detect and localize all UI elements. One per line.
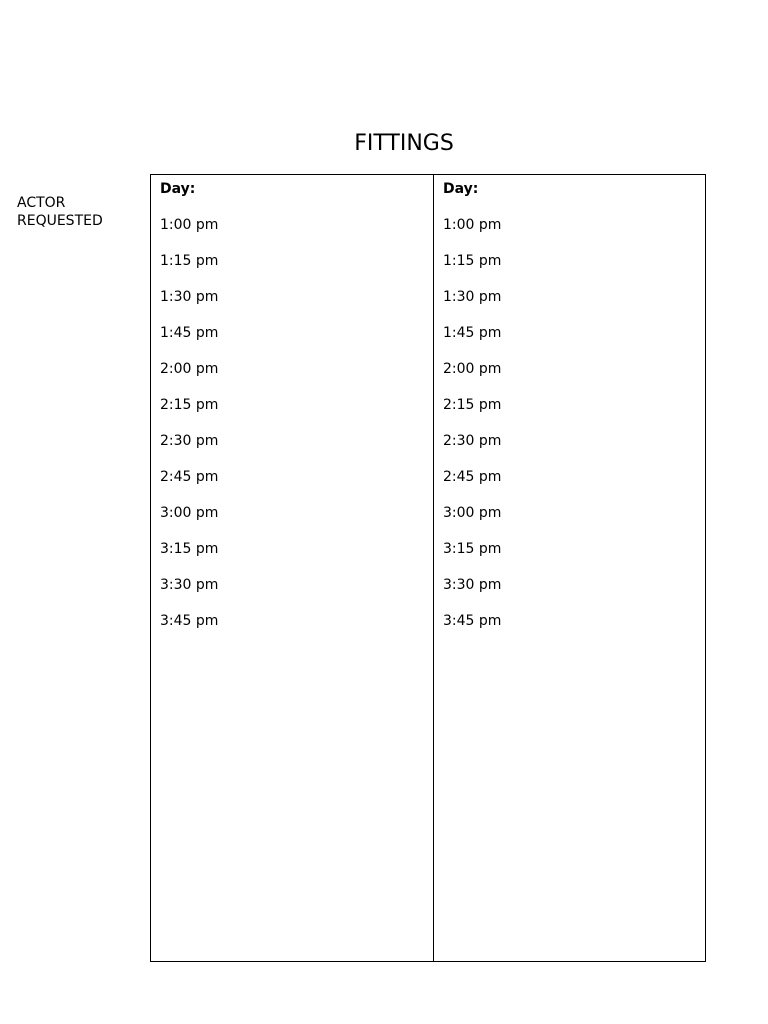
fittings-schedule-table: [150, 174, 706, 962]
time-slot: 2:30 pm: [160, 433, 219, 449]
actor-label-line-2: REQUESTED: [17, 213, 103, 229]
time-slot: 3:00 pm: [160, 505, 219, 521]
time-slot: 2:30 pm: [443, 433, 502, 449]
time-slot: 3:15 pm: [160, 541, 219, 557]
time-slot: 2:15 pm: [160, 397, 219, 413]
actor-requested-label: [17, 194, 103, 230]
time-slot: 2:45 pm: [443, 469, 502, 485]
time-slot: 2:00 pm: [443, 361, 502, 377]
time-slot: 1:45 pm: [443, 325, 502, 341]
time-slot: 2:45 pm: [160, 469, 219, 485]
time-slot: 3:30 pm: [160, 577, 219, 593]
time-slot: 2:00 pm: [160, 361, 219, 377]
time-slot: 1:15 pm: [443, 253, 502, 269]
time-slot: 3:30 pm: [443, 577, 502, 593]
time-slot: 3:45 pm: [443, 613, 502, 629]
time-slot: 3:15 pm: [443, 541, 502, 557]
day-label: Day:: [443, 181, 479, 197]
day-label: Day:: [160, 181, 196, 197]
page-title: FITTINGS: [354, 131, 454, 156]
time-slot: 1:15 pm: [160, 253, 219, 269]
time-slot: 1:45 pm: [160, 325, 219, 341]
time-slot: 1:00 pm: [443, 217, 502, 233]
day-column-1: [151, 175, 434, 961]
time-slot: 3:45 pm: [160, 613, 219, 629]
time-slot: 1:00 pm: [160, 217, 219, 233]
time-slot: 2:15 pm: [443, 397, 502, 413]
time-slot: 1:30 pm: [160, 289, 219, 305]
day-column-2: [434, 175, 705, 961]
time-slot: 3:00 pm: [443, 505, 502, 521]
time-slot: 1:30 pm: [443, 289, 502, 305]
actor-label-line-1: ACTOR: [17, 195, 66, 211]
